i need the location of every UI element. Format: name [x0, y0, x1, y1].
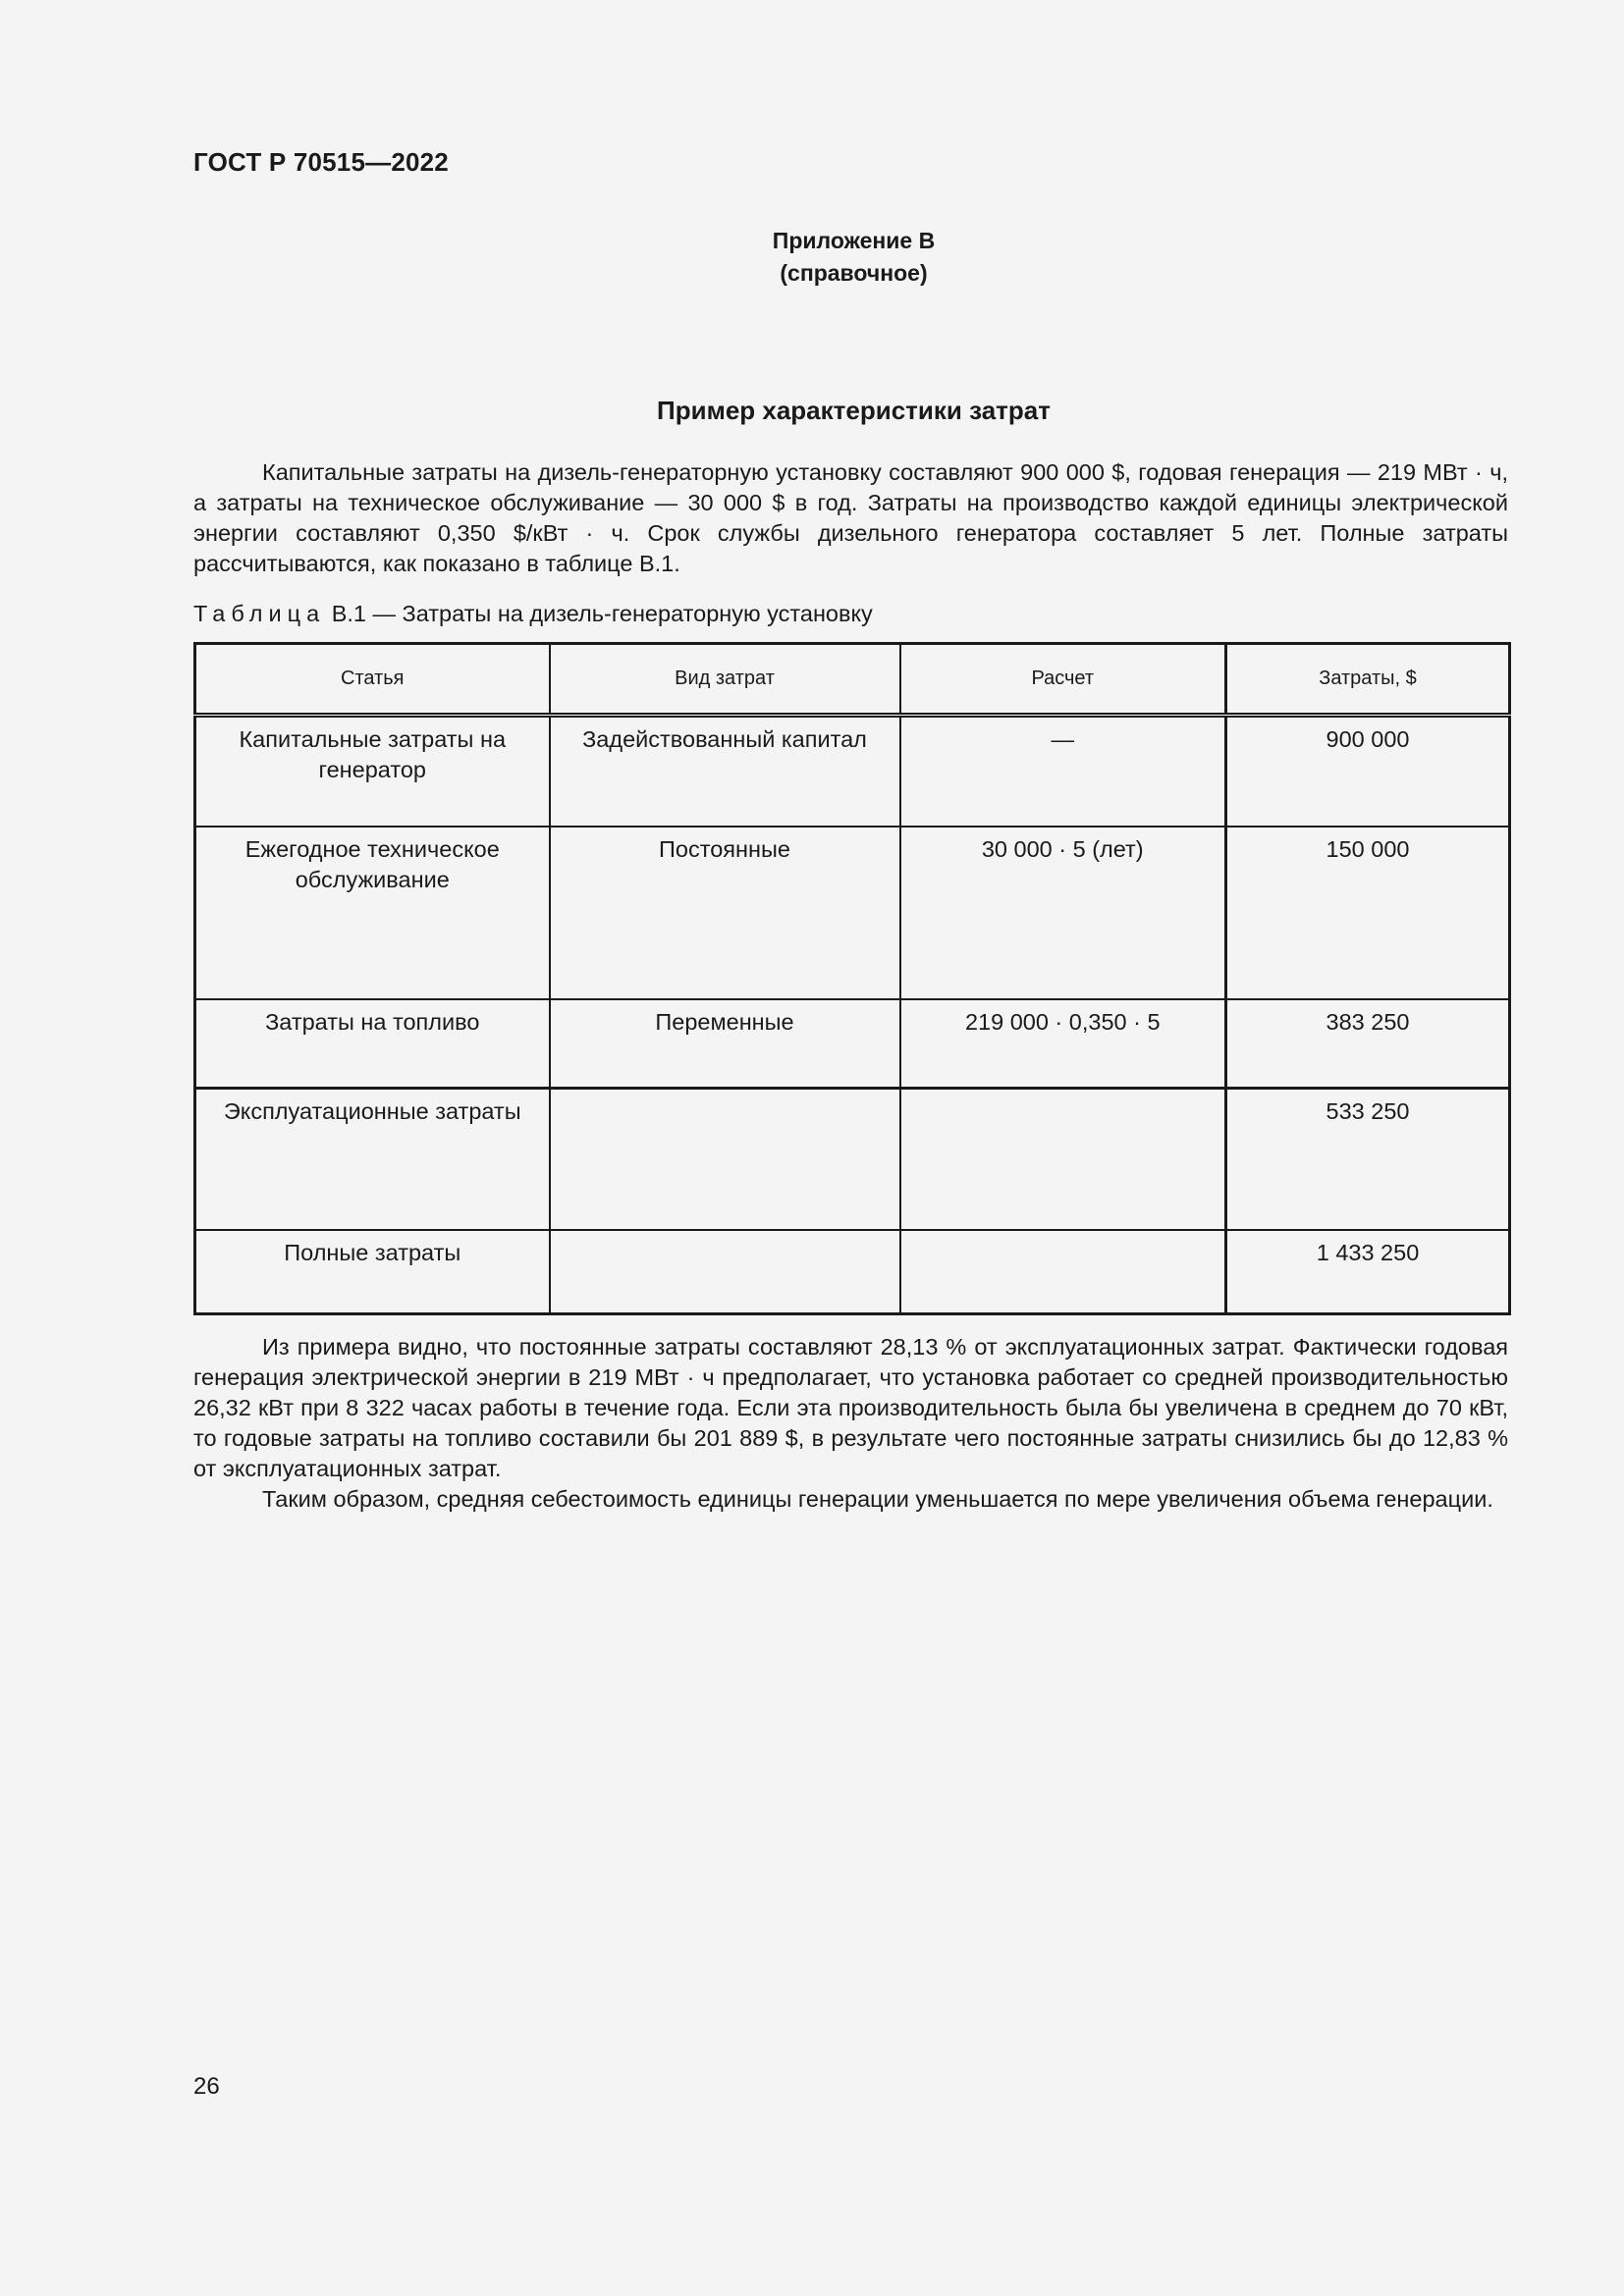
cell-cost: 383 250 — [1226, 999, 1510, 1089]
table-caption — [193, 601, 873, 627]
cell-calc: 219 000 · 0,350 · 5 — [900, 999, 1226, 1089]
cell-item: Ежегодное техническое обслуживание — [195, 827, 550, 999]
cell-type — [550, 1089, 900, 1231]
appendix-heading — [0, 225, 1624, 290]
cell-calc — [900, 1089, 1226, 1231]
summary-paragraph: Таким образом, средняя себестоимость единицы генерации уменьшается по мере увеличения объема генерации. — [262, 1486, 1493, 1512]
table-caption-prefix: Таблица — [193, 601, 326, 626]
table-row — [195, 716, 1510, 828]
page-number: 26 — [193, 2073, 220, 2100]
cell-cost: 150 000 — [1226, 827, 1510, 999]
cell-item: Эксплуатационные затраты — [195, 1089, 550, 1231]
appendix-title: Приложение В — [772, 228, 936, 253]
appendix-status: (справочное) — [780, 260, 928, 286]
cell-type: Постоянные — [550, 827, 900, 999]
table-row — [195, 1089, 1510, 1231]
cell-type: Переменные — [550, 999, 900, 1089]
cell-calc — [900, 1230, 1226, 1314]
cell-type: Задействованный капитал — [550, 716, 900, 828]
table-row — [195, 999, 1510, 1089]
cell-type — [550, 1230, 900, 1314]
cell-cost: 900 000 — [1226, 716, 1510, 828]
table-row — [195, 1230, 1510, 1314]
standard-number: ГОСТ Р 70515—2022 — [193, 147, 449, 177]
header-cost-type: Вид затрат — [550, 644, 900, 716]
cell-cost: 1 433 250 — [1226, 1230, 1510, 1314]
table-header-row — [195, 644, 1510, 716]
table-caption-text: В.1 — Затраты на дизель-генераторную установку — [331, 601, 873, 626]
cell-calc: 30 000 · 5 (лет) — [900, 827, 1226, 999]
header-calculation: Расчет — [900, 644, 1226, 716]
costs-table — [193, 642, 1511, 1315]
conclusion-paragraph: Из примера видно, что постоянные затраты составляют 28,13 % от эксплуатационных затрат. Фактически годовая генерация электрической энергии в 219 МВт · ч предполагает, что установка работает со средней производительностью 26,32 кВт при 8 322 часах работы в течение года. Если эта производительность была бы увеличена в среднем до 70 кВт, то годовые затраты на топливо составили бы 201 889 $, в результате чего постоянные затраты снизились бы до 12,83 % от эксплуатационных затрат. — [193, 1334, 1508, 1481]
section-title: Пример характеристики затрат — [657, 396, 1051, 425]
cell-cost: 533 250 — [1226, 1089, 1510, 1231]
intro-paragraph: Капитальные затраты на дизель-генераторную установку составляют 900 000 $, годовая генерация — 219 МВт · ч, а затраты на техническое обслуживание — 30 000 $ в год. Затраты на производство каждой единицы электрической энергии составляют 0,350 $/кВт · ч. Срок службы дизельного генератора составляет 5 лет. Полные затраты рассчитываются, как показано в таблице В.1. — [193, 459, 1508, 576]
cell-calc: — — [900, 716, 1226, 828]
header-cost-value: Затраты, $ — [1226, 644, 1510, 716]
cell-item: Затраты на топливо — [195, 999, 550, 1089]
header-item: Статья — [195, 644, 550, 716]
cell-item: Капитальные затраты на генератор — [195, 716, 550, 828]
cell-item: Полные затраты — [195, 1230, 550, 1314]
table-row — [195, 827, 1510, 999]
